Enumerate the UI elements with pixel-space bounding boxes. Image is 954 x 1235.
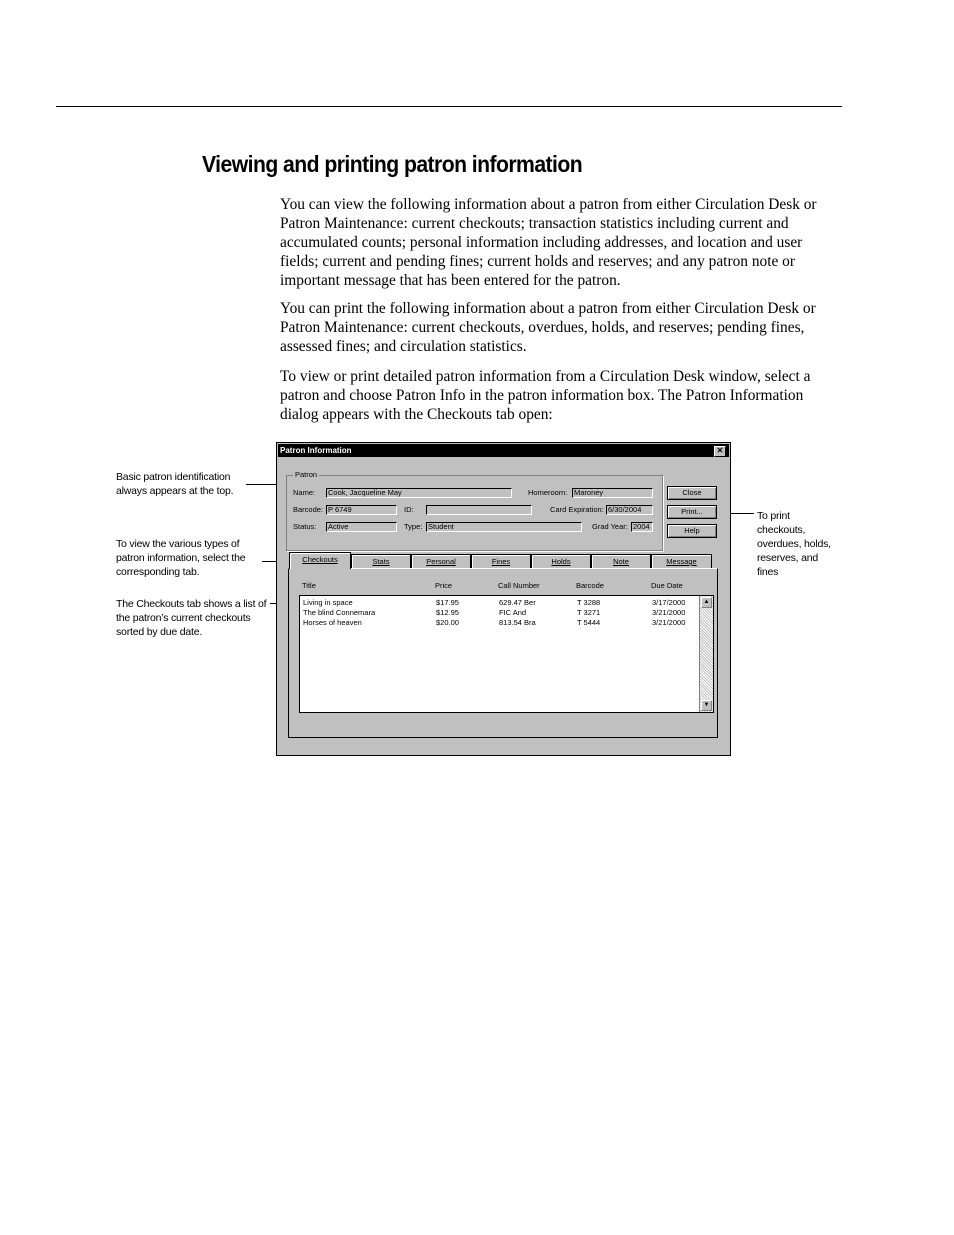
close-icon[interactable]: ✕ [714, 446, 726, 457]
row-barcode: T 3271 [577, 608, 601, 617]
column-header-due-date: Due Date [651, 581, 683, 590]
row-call-number: FIC And [499, 608, 527, 617]
callout-tabs: To view the various types of patron information, select the corresponding tab. [116, 538, 246, 578]
card-expiration-field[interactable]: 6/30/2004 [606, 505, 653, 515]
dialog-title: Patron Information [280, 446, 352, 455]
row-title: Living in space [303, 598, 353, 607]
homeroom-label: Homeroom: [528, 488, 568, 497]
table-row[interactable] [300, 618, 698, 628]
grad-year-field[interactable]: 2004 [631, 522, 653, 532]
column-header-barcode: Barcode [576, 581, 604, 590]
status-field[interactable]: Active [326, 522, 397, 532]
paragraph-how-to-open: To view or print detailed patron information from a Circulation Desk window, select a patron and choose Patron Info in the patron information box. The Patron Information dialog appears with the Checkouts tab open: [280, 368, 811, 423]
row-barcode: T 3288 [577, 598, 601, 607]
table-row[interactable] [300, 608, 698, 618]
header-rule [56, 106, 842, 107]
tab-message[interactable]: Message [651, 554, 712, 568]
help-button[interactable]: Help [667, 524, 717, 538]
paragraph-view-info: You can view the following information about a patron from either Circulation Desk or Patron Maintenance: current checkouts; transaction statistics including current and accumulated counts; personal information including addresses, and location and user fields; current and pending fines; current holds and reserves; and any patron note or important message that has been entered for the patron. [280, 196, 817, 289]
vertical-scrollbar[interactable] [699, 596, 713, 712]
row-call-number: 813.54 Bra [499, 618, 536, 627]
column-header-price: Price [435, 581, 453, 590]
row-due-date: 3/21/2000 [652, 618, 686, 627]
row-due-date: 3/17/2000 [652, 598, 686, 607]
close-button[interactable]: Close [667, 486, 717, 500]
type-label: Type: [404, 522, 423, 531]
paragraph-print-info: You can print the following information about a patron from either Circulation Desk or Patron Maintenance: current checkouts, overdues, holds, and reserves; pending fines, assessed fines; and circulation statistics. [280, 300, 816, 355]
row-price: $12.95 [436, 608, 459, 617]
row-call-number: 629.47 Ber [499, 598, 536, 607]
name-field[interactable]: Cook, Jacqueline May [326, 488, 512, 498]
row-title: The blind Connemara [303, 608, 376, 617]
callout-identification: Basic patron identification always appears at the top. [116, 471, 234, 497]
tab-personal[interactable]: Personal [411, 554, 471, 568]
id-label: ID: [404, 505, 414, 514]
grad-year-label: Grad Year: [592, 522, 628, 531]
homeroom-field[interactable]: Maroney [572, 488, 653, 498]
tab-note[interactable]: Note [591, 554, 651, 568]
barcode-label: Barcode: [293, 505, 324, 514]
row-barcode: T 5444 [577, 618, 601, 627]
section-heading: Viewing and printing patron information [202, 151, 583, 177]
column-header-call-number: Call Number [498, 581, 540, 590]
row-title: Horses of heaven [303, 618, 362, 627]
row-due-date: 3/21/2000 [652, 608, 686, 617]
status-label: Status: [293, 522, 317, 531]
barcode-field[interactable]: P 6749 [326, 505, 397, 515]
callout-checkouts: The Checkouts tab shows a list of the patron’s current checkouts sorted by due date. [116, 598, 267, 638]
tab-checkouts[interactable]: Checkouts [289, 552, 351, 569]
patron-group-label: Patron [295, 470, 318, 479]
dialog-titlebar [278, 444, 729, 457]
id-field[interactable] [426, 505, 532, 515]
tab-holds[interactable]: Holds [531, 554, 591, 568]
row-price: $20.00 [436, 618, 459, 627]
print-button[interactable]: Print... [667, 505, 717, 519]
table-row[interactable] [300, 598, 698, 608]
patron-information-dialog [276, 442, 731, 756]
callout-print: To print checkouts, overdues, holds, reserves, and fines [757, 510, 831, 578]
card-expiration-label: Card Expiration: [550, 505, 604, 514]
type-field[interactable]: Student [426, 522, 582, 532]
scroll-up-icon[interactable]: ▲ [701, 597, 712, 608]
tab-fines[interactable]: Fines [471, 554, 531, 568]
scroll-down-icon[interactable]: ▼ [701, 700, 712, 711]
column-header-title: Title [302, 581, 316, 590]
row-price: $17.95 [436, 598, 459, 607]
checkouts-list[interactable] [299, 595, 714, 713]
tab-stats[interactable]: Stats [351, 554, 411, 568]
name-label: Name: [293, 488, 316, 497]
